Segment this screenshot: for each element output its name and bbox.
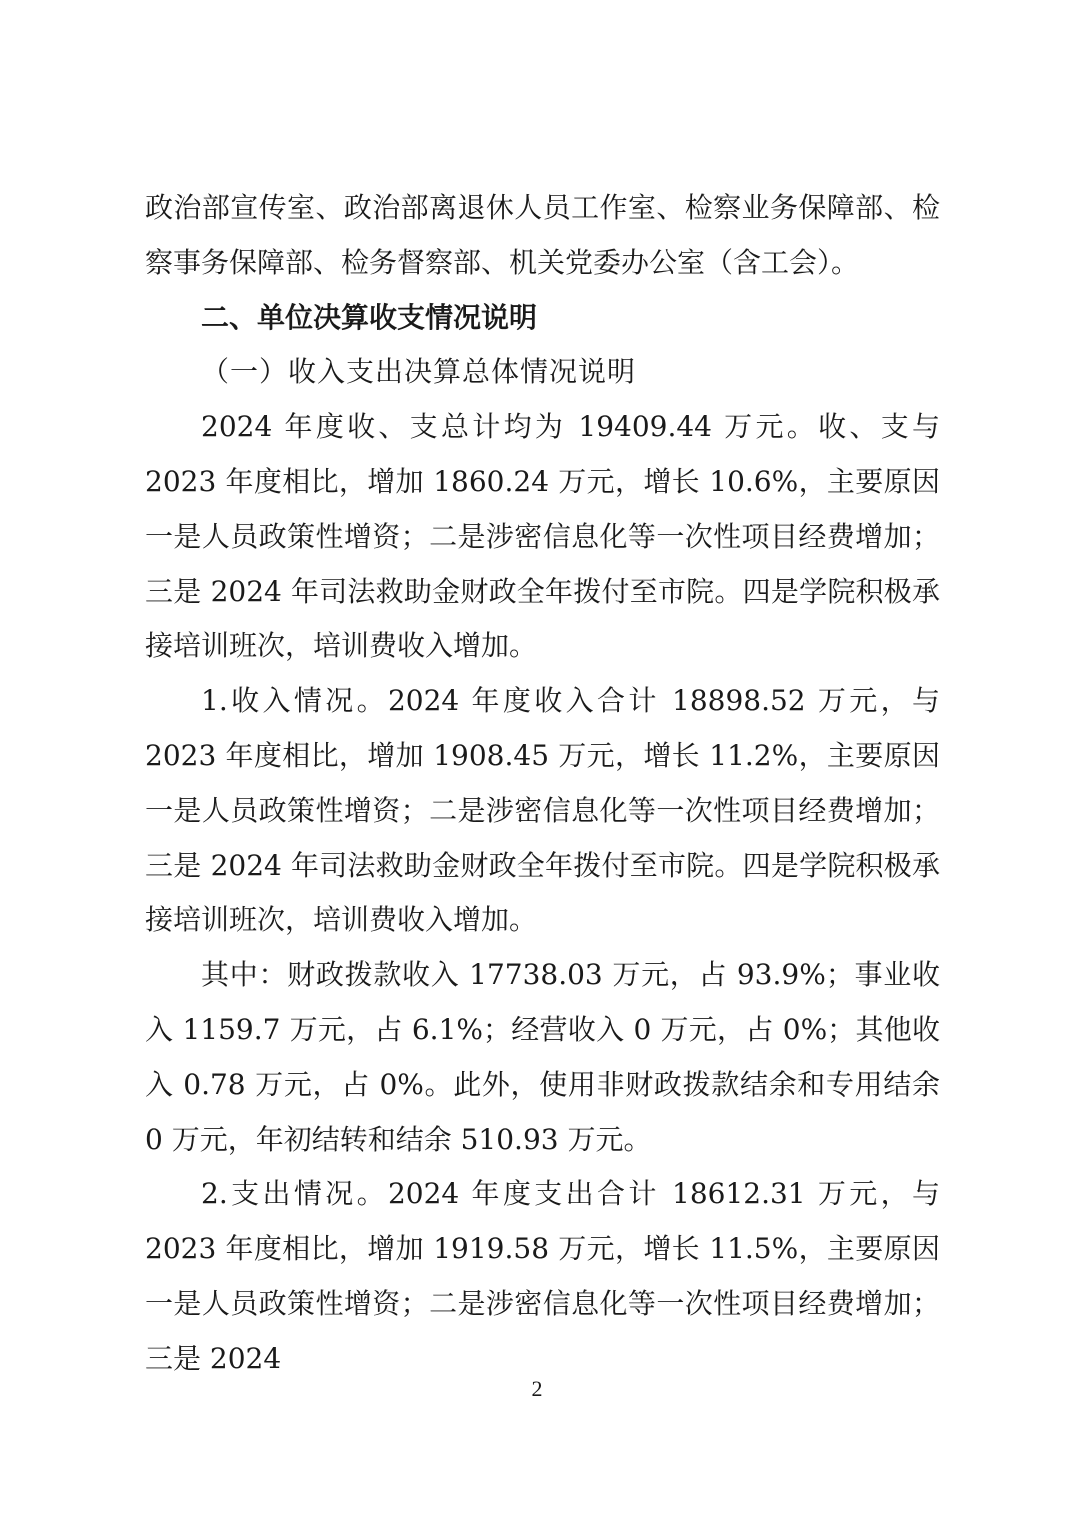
- page-number: 2: [531, 1376, 543, 1401]
- section-heading: 二、单位决算收支情况说明: [201, 300, 538, 334]
- paragraph-income: 1.收入情况。2024 年度收入合计 18898.52 万元，与 2023 年度相比，增加 1908.45 万元，增长 11.2%，主要原因一是人员政策性增资；二是涉密信息化等一次性项目经费增加；三是 2024 年司法救助金财政全年拨付至市院。四是学院积极承接培训班次，培训费收入增加。: [145, 684, 949, 937]
- paragraph-income-breakdown: 其中：财政拨款收入 17738.03 万元，占 93.9%；事业收入 1159.7 万元，占 6.1%；经营收入 0 万元，占 0%；其他收入 0.78 万元，占 0%。此外，使用非财政拨款结余和专用结余 0 万元，年初结转和结余 510.93 万元。: [145, 958, 949, 1156]
- paragraph-overall: 2024 年度收、支总计均为 19409.44 万元。收、支与 2023 年度相比，增加 1860.24 万元，增长 10.6%，主要原因一是人员政策性增资；二是涉密信息化等一次性项目经费增加；三是 2024 年司法救助金财政全年拨付至市院。四是学院积极承接培训班次，培训费收入增加。: [145, 410, 949, 663]
- subsection-heading: （一）收入支出决算总体情况说明: [201, 355, 637, 389]
- paragraph-continued: 政治部宣传室、政治部离退休人员工作室、检察业务保障部、检察事务保障部、检务督察部、机关党委办公室（含工会）。: [145, 191, 940, 279]
- paragraph-expenditure: 2.支出情况。2024 年度支出合计 18612.31 万元，与 2023 年度相比，增加 1919.58 万元，增长 11.5%，主要原因一是人员政策性增资；二是涉密信息化等一次性项目经费增加；三是 2024: [145, 1177, 949, 1375]
- body-text: [145, 181, 949, 1387]
